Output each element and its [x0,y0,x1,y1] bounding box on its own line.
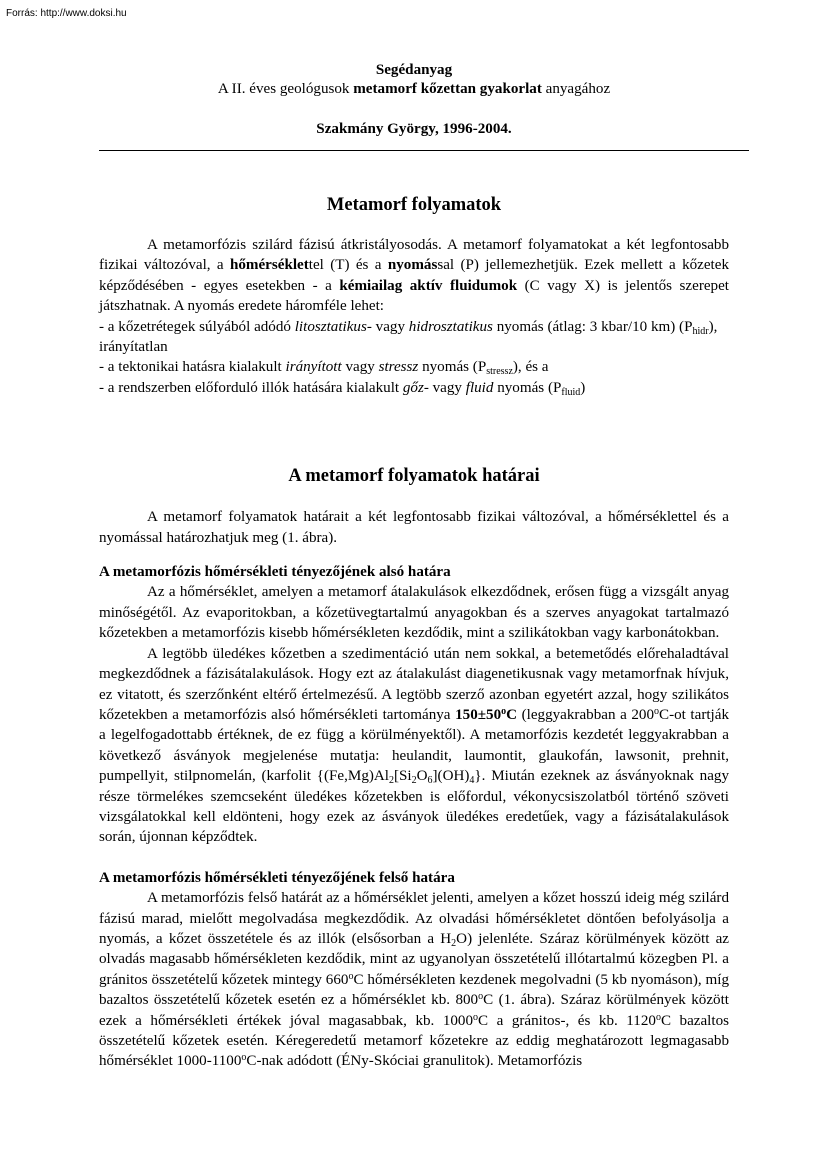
bold-term: kémiailag aktív fluidumok [339,277,518,294]
text: nyomás (P [493,379,562,396]
text: C-nak adódott (ÉNy-Skóciai granulitok). Metamorfózis [246,1053,583,1070]
paragraph-intro [99,235,729,317]
text: vagy [371,318,409,335]
italic-term: gőz- [402,379,429,396]
superscript: o [478,991,484,1003]
section-title-metamorf-folyamatok: Metamorf folyamatok [326,195,502,215]
header-subtitle-pre: A II. éves geológusok [217,81,354,97]
subscript: 4 [469,775,475,787]
subscript: hidr [692,325,709,337]
text: vagy [341,359,379,376]
text: - a tektonikai hatásra kialakult [99,359,286,376]
bold-term: nyomás [387,257,438,274]
list-item [99,357,729,377]
paragraph-lower-2 [99,644,729,848]
text: C [506,706,518,723]
bold-term: hőmérséklet [229,257,309,274]
text: vagy [428,379,466,396]
header-subtitle [99,80,729,99]
text: C (1. ábra). Száraz körülmények között ezek a hőmérsékleti értékek jóval magasabbak, kb. 1000 [99,992,729,1029]
superscript: o [501,705,507,717]
italic-term: irányított [285,359,342,376]
subheading-upper-limit: A metamorfózis hőmérsékleti tényezőjének felső határa [99,869,455,886]
paragraph-upper-1 [99,888,729,1072]
header-subtitle-post: anyagához [541,81,611,97]
text: (C vagy X) is jelentős szerepet játszhatnak. A nyomás eredete háromféle lehet: [99,277,729,315]
text: ), és a [512,359,549,376]
superscript: o [655,1011,661,1023]
text: 150±50 [455,706,502,723]
text: C bazaltos összetételű kőzetek esetén. Kéregeredetű metamorf kőzetekre az eddig meghatározott legmagasabb hőmérséklet 1000-1100 [99,1012,729,1070]
text: }. Miután ezeknek az ásványoknak nagy része törmelékes szemcseként üledékes kőzetekben is előfordul, vékonycsiszolatból történő szöveti vizsgálatokkal kell eldönteni, hogy ezek az ásványok üledékes eredetűek, vagy a fázisátalakulások során, újonnan képződtek. [99,768,730,846]
pressure-list [99,317,729,399]
paragraph-lower-1: Az a hőmérséklet, amelyen a metamorf átalakulások elkezdődnek, erősen függ a vizsgált anyag minőségétől. Az evaporitokban, a kőzetüvegtartalmú anyagokban és a szerves anyagokat tartalmazó kőzetekben a metamorfózis kisebb hőmérsékleten kezdődik, mint a szilikátokban vagy karbonátokban. [99,584,729,642]
header-title: Segédanyag [375,62,453,78]
text: A legtöbb üledékes kőzetben a szedimentáció után nem sokkal, a betemetődés előrehaladtával megkezdődnek a fázisátalakulások. Hogy ezt az átalakulást diagenetikusnak vagy metamorfnak hívjuk, ez vitatott, és szerzőnként eltérő értelmezésű. A legtöbb szerző azonban egyetért azzal, hogy szilikátos kőzetekben a metamorfózis alsó hőmérsékleti tartománya [99,645,729,723]
italic-term: stressz [378,359,419,376]
list-item [99,317,729,358]
superscript: o [348,970,354,982]
subscript: 2 [451,937,457,949]
italic-term: hidrosztatikus [408,318,493,335]
text: O) jelenléte. Száraz körülmények között az olvadás magasabb hőmérsékleten kezdődik, mint az ugyanolyan összetételű illótartalmú közegben Pl. a gránitos összetételű kőzetek mintegy 660 [99,930,730,988]
subscript: 6 [427,775,433,787]
text: ](OH) [432,768,470,785]
text: ), irányítatlan [99,318,718,356]
section-title-hatarai: A metamorf folyamatok határai [288,466,540,487]
text: [Si [394,768,412,785]
text: (leggyakrabban a 200 [517,706,655,723]
subscript: stressz [486,366,513,378]
list-item [99,378,729,398]
header-author: Szakmány György, 1996-2004. [316,121,512,137]
text: C a gránitos-, és kb. 1120 [478,1012,656,1029]
header-subtitle-bold: metamorf kőzettan gyakorlat [353,81,542,97]
superscript: o [241,1052,247,1064]
text: - a rendszerben előforduló illók hatására kialakult [99,379,403,396]
subheading-lower-limit: A metamorfózis hőmérsékleti tényezőjének alsó határa [99,564,451,581]
text: nyomás (P [418,359,487,376]
source-url: Forrás: http://www.doksi.hu [6,8,127,19]
subscript: fluid [561,386,581,398]
text: sal (P) jellemezhetjük. Ezek mellett a kőzetek képződésében - egyes esetekben - a [99,257,730,294]
superscript: o [473,1011,479,1023]
text: O [416,768,428,785]
header-divider [99,150,749,151]
text: A metamorfózis felső határát az a hőmérséklet jelenti, amelyen a kőzet hosszú ideig még szilárd fázisú marad, mielőtt megolvadása megkezdődik. Az olvadási hőmérsékletet döntően befolyásolja a nyomás, a kőzet összetétele és az illók (elsősorban a H [99,890,729,947]
text: C hőmérsékleten kezdenek megolvadni (5 kb nyomáson), míg bazaltos összetételű kőzetek esetén ez a hőmérséklet kb. 800 [99,971,729,1009]
text: A metamorfózis szilárd fázisú átkristályosodás. A metamorf folyamatokat a két legfontosabb fizikai változóval, a [99,237,729,274]
superscript: o [654,705,660,717]
text: ) [580,379,586,396]
bold-temperature [455,707,517,723]
subscript: 2 [411,775,417,787]
document-page [99,61,729,1072]
italic-term: litosztatikus- [294,318,372,335]
text: tel (T) és a [308,257,388,274]
text: - a kőzetrétegek súlyából adódó [99,318,295,335]
text: nyomás (átlag: 3 kbar/10 km) (P [492,318,693,335]
italic-term: fluid [465,379,494,396]
subscript: 2 [389,775,394,787]
text: C-ot tartják a legelfogadottabb értéknek, de ez függ a körülményektől). A metamorfózis kezdetét leggyakrabban a következő ásványok megjelenése mutatja: heulandit, laumontit, glaukofán, lawsonit, prehnit, pumpellyit, stilpnomelán, (karfolit {(Fe,Mg)Al [99,706,729,785]
paragraph-hatarai-intro: A metamorf folyamatok határait a két legfontosabb fizikai változóval, a hőmérséklettel és a nyomással határozhatjuk meg (1. ábra). [99,509,729,546]
